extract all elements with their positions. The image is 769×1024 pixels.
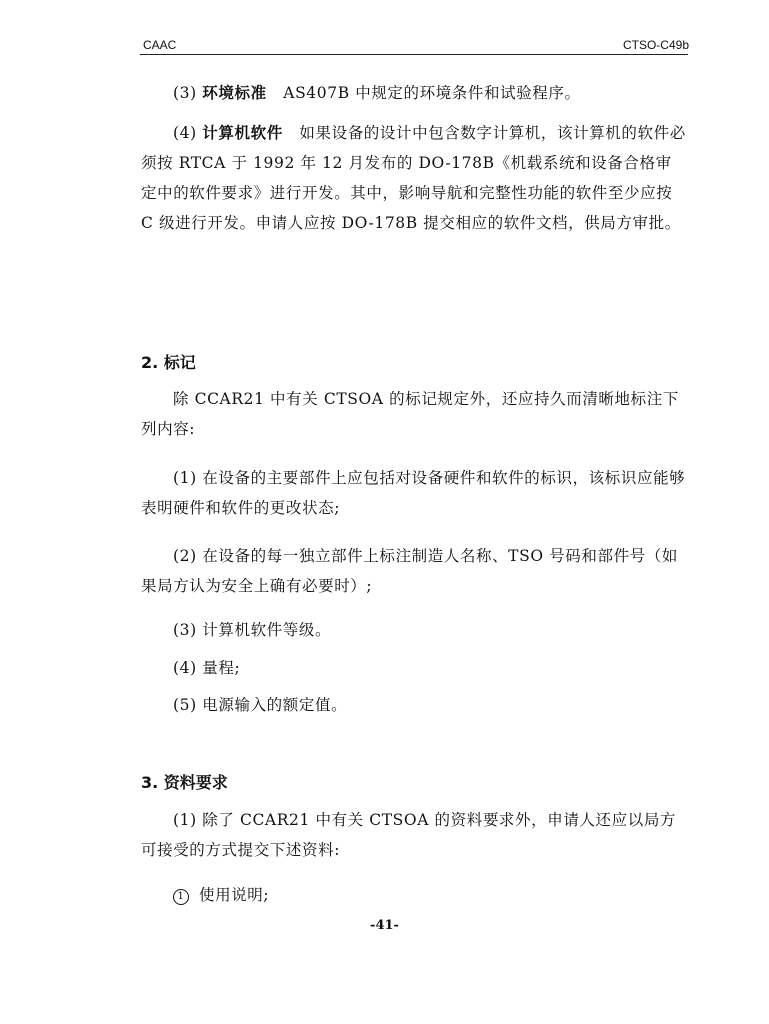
header-rule — [140, 54, 688, 55]
header-caac: CAAC — [143, 38, 177, 52]
section-3-sub-1-text: 使用说明; — [199, 886, 270, 904]
section-2-heading: 2. 标记 — [141, 353, 196, 372]
circled-number-1: 1 — [173, 889, 189, 905]
header-doc-number: CTSO-C49b — [622, 38, 689, 52]
section-2-item-1: (1) 在设备的主要部件上应包括对设备硬件和软件的标识，该标识应能够表明硬件和软件的更改状态; — [141, 469, 686, 517]
section-3-heading: 3. 资料要求 — [141, 773, 228, 792]
para-sw-num: (4) — [173, 124, 197, 142]
section-3-item-1: (1) 除了 CCAR21 中有关 CTSOA 的资料要求外，申请人还应以局方可接受的方式提交下述资料: — [141, 811, 677, 859]
para-sw-text: 如果设备的设计中包含数字计算机，该计算机的软件必须按 RTCA 于 1992 年 12 月发布的 DO-178B《机载系统和设备合格审定中的软件要求》进行开发。其中，影响导航和完整性功能的软件至少应按 C 级进行开发。申请人应按 DO-178B 提交相应的软件文档，供局方审批。 — [141, 124, 686, 232]
para-env-title: 环境标准 — [202, 84, 267, 102]
section-2-item-2: (2) 在设备的每一独立部件上标注制造人名称、TSO 号码和部件号（如果局方认为安全上确有必要时）; — [141, 547, 678, 595]
para-env-standard — [141, 78, 687, 108]
section-2-item-3: (3) 计算机软件等级。 — [173, 621, 332, 639]
para-env-text: AS407B 中规定的环境条件和试验程序。 — [283, 84, 581, 102]
section-3-sub-1 — [141, 880, 687, 910]
para-software — [141, 118, 687, 238]
para-sw-title: 计算机软件 — [202, 124, 283, 142]
section-2-intro: 除 CCAR21 中有关 CTSOA 的标记规定外，还应持久而清晰地标注下列内容: — [141, 390, 679, 438]
section-2-item-4: (4) 量程; — [173, 659, 241, 677]
page-number: -41- — [370, 918, 399, 933]
para-env-num: (3) — [173, 84, 197, 102]
section-2-item-5: (5) 电源输入的额定值。 — [173, 696, 348, 714]
